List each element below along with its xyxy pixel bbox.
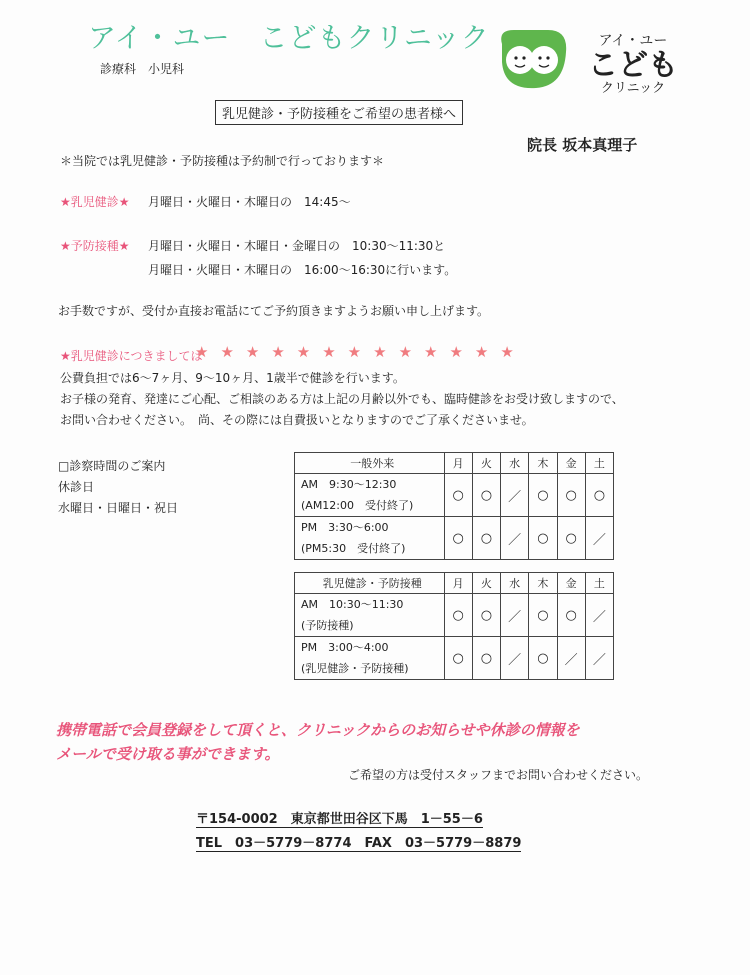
table-header: 乳児健診・予防接種 — [295, 573, 445, 594]
time-slot-line1: AM 10:30～11:30 — [301, 598, 404, 611]
table-row — [295, 517, 614, 560]
promo-line1: 携帯電話で会員登録をして頂くと、クリニックからのお知らせや休診の情報を — [56, 721, 580, 739]
intro-text: ＊当院では乳児健診・予防接種は予約制で行っております＊ — [60, 154, 385, 168]
general-hours-table — [294, 452, 614, 560]
day-header: 金 — [557, 453, 585, 474]
time-slot-line1: AM 9:30～12:30 — [301, 478, 397, 491]
day-header: 月 — [444, 573, 472, 594]
table-header-row — [295, 453, 614, 474]
checkup-text: 月曜日・火曜日・木曜日の 14:45～ — [148, 195, 351, 209]
checkup-hours-table — [294, 572, 614, 680]
availability-mark: ／ — [501, 517, 529, 560]
availability-mark: ○ — [529, 594, 557, 637]
availability-mark: ／ — [557, 637, 585, 680]
availability-mark: ○ — [557, 517, 585, 560]
time-slot — [295, 594, 445, 637]
logo-line2: こども — [588, 48, 678, 84]
vaccine-text-2: 月曜日・火曜日・木曜日の 16:00～16:30に行います。 — [148, 263, 457, 277]
clinic-logo-icon — [496, 26, 570, 94]
availability-mark: ○ — [444, 517, 472, 560]
day-header: 火 — [472, 453, 500, 474]
promo-line2: メールで受け取る事ができます。 — [56, 745, 280, 763]
day-header: 金 — [557, 573, 585, 594]
time-slot-line2: (PM5:30 受付終了) — [301, 542, 406, 555]
checkup-note-3: お問い合わせください。 尚、その際には自費扱いとなりますのでご了承くださいませ。 — [60, 413, 534, 427]
availability-mark: ○ — [472, 594, 500, 637]
availability-mark: ○ — [585, 474, 613, 517]
closed-days: 水曜日・日曜日・祝日 — [58, 501, 179, 515]
contact-note: ご希望の方は受付スタッフまでお問い合わせください。 — [348, 768, 649, 782]
time-slot-line2: (乳児健診・予防接種) — [301, 662, 409, 675]
availability-mark: ○ — [472, 517, 500, 560]
time-slot-line2: (AM12:00 受付終了) — [301, 499, 414, 512]
time-slot — [295, 517, 445, 560]
hours-title: □診察時間のご案内 — [58, 459, 166, 473]
availability-mark: ○ — [444, 474, 472, 517]
clinic-name: アイ・ユー こどもクリニック — [88, 21, 490, 54]
time-slot-line1: PM 3:30～6:00 — [301, 521, 389, 534]
availability-mark: ／ — [501, 474, 529, 517]
checkup-label: ★乳児健診★ — [60, 195, 130, 209]
availability-mark: ／ — [585, 637, 613, 680]
day-header: 水 — [501, 573, 529, 594]
availability-mark: ○ — [529, 474, 557, 517]
availability-mark: ／ — [585, 594, 613, 637]
availability-mark: ○ — [557, 594, 585, 637]
day-header: 木 — [529, 573, 557, 594]
logo-text — [588, 34, 678, 97]
logo-line3: クリニック — [600, 81, 666, 97]
star-decoration: ★★★★★★★★★★★★★ — [195, 343, 526, 361]
checkup-note-label: ★乳児健診につきましては — [60, 349, 203, 363]
availability-mark: ○ — [444, 594, 472, 637]
day-header: 火 — [472, 573, 500, 594]
availability-mark: ○ — [557, 474, 585, 517]
table-header-row — [295, 573, 614, 594]
director-name: 院長 坂本真理子 — [527, 136, 638, 154]
availability-mark: ○ — [529, 517, 557, 560]
day-header: 土 — [585, 453, 613, 474]
table-row — [295, 594, 614, 637]
day-header: 木 — [529, 453, 557, 474]
availability-mark: ／ — [585, 517, 613, 560]
availability-mark: ／ — [501, 594, 529, 637]
table-row — [295, 474, 614, 517]
table-row — [295, 637, 614, 680]
table-header: 一般外来 — [295, 453, 445, 474]
time-slot-line2: (予防接種) — [301, 619, 354, 632]
availability-mark: ○ — [472, 474, 500, 517]
logo-line1: アイ・ユー — [598, 33, 668, 49]
availability-mark: ○ — [444, 637, 472, 680]
day-header: 月 — [444, 453, 472, 474]
availability-mark: ○ — [472, 637, 500, 680]
checkup-note-2: お子様の発育、発達にご心配、ご相談のある方は上記の月齢以外でも、臨時健診をお受け致しますので、 — [60, 392, 624, 406]
clinic-address: 〒154-0002 東京都世田谷区下馬 1－55－6 — [196, 808, 483, 828]
mobile-registration-promo — [56, 718, 580, 766]
department: 診療科 小児科 — [100, 62, 185, 76]
reservation-request: お手数ですが、受付か直接お電話にてご予約頂きますようお願い申し上げます。 — [58, 304, 490, 318]
availability-mark: ／ — [501, 637, 529, 680]
clinic-phone-fax: TEL 03－5779－8774 FAX 03－5779－8879 — [196, 832, 521, 852]
time-slot — [295, 637, 445, 680]
notice-headline: 乳児健診・予防接種をご希望の患者様へ — [215, 100, 463, 125]
time-slot-line1: PM 3:00～4:00 — [301, 641, 389, 654]
day-header: 水 — [501, 453, 529, 474]
time-slot — [295, 474, 445, 517]
day-header: 土 — [585, 573, 613, 594]
availability-mark: ○ — [529, 637, 557, 680]
checkup-note-1: 公費負担では6～7ヶ月、9～10ヶ月、1歳半で健診を行います。 — [60, 371, 405, 385]
closed-label: 休診日 — [58, 480, 95, 494]
vaccine-label: ★予防接種★ — [60, 239, 130, 253]
vaccine-text-1: 月曜日・火曜日・木曜日・金曜日の 10:30～11:30と — [148, 239, 446, 253]
